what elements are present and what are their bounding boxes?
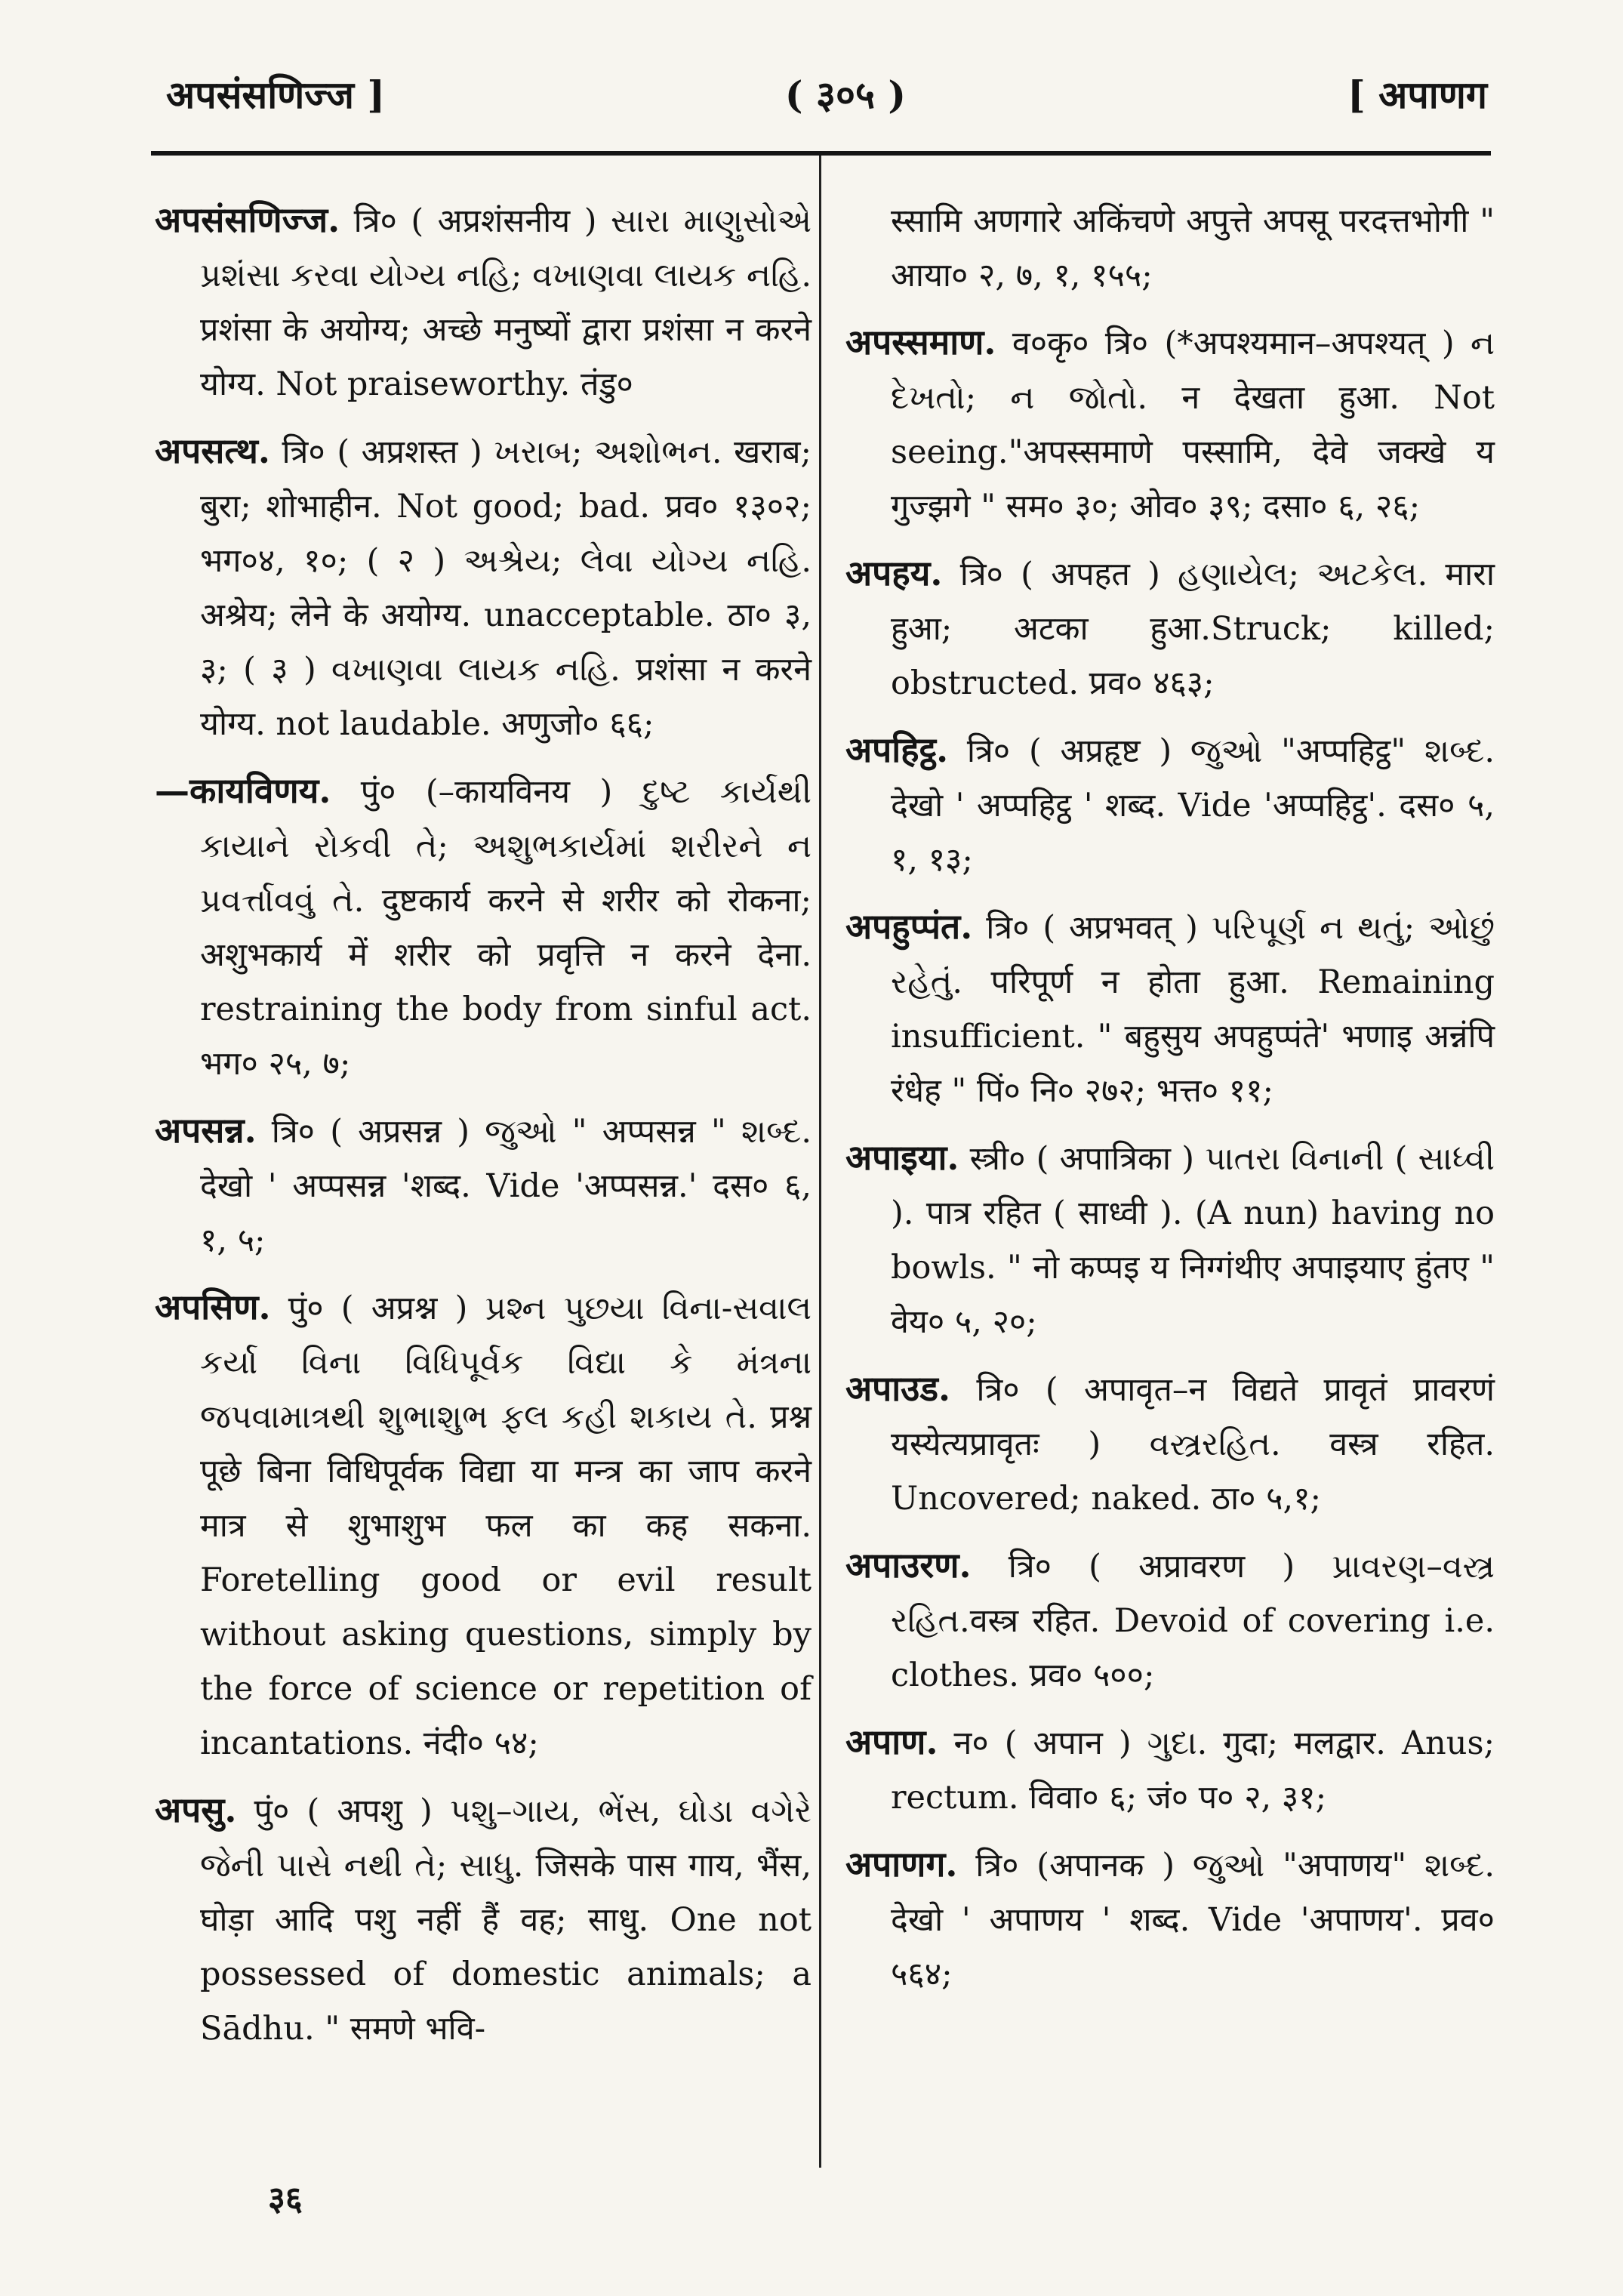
entry-headword: अपाणग.	[845, 1844, 958, 1885]
entry-body: न० ( अपान ) ગુદા. गुदा; मलद्वार. Anus; rectum. विवा० ६; जं० प० २, ३१;	[891, 1724, 1495, 1817]
entry	[845, 315, 1495, 534]
entry-body: त्रि० ( अप्रशंसनीय ) સારા માણુસોએ પ્રશંસા કરવા યોગ્ય નહિ; વખાણવા લાયક નહિ. प्रशंसा के अयोग्य; अच्छे मनुष्यों द्वारा प्रशंसा न करने योग्य. Not praiseworthy. तंडु०	[200, 202, 812, 403]
entry	[155, 1103, 812, 1268]
entry-headword: अपहिट्ठ.	[845, 729, 949, 770]
entry-body: त्रि० ( अप्रसन्न ) જુઓ " अप्पसन्न " શબ્દ. देखो ' अप्पसन्न 'शब्द. Vide 'अप्पसन्न.' दस० ६, १, ५;	[200, 1113, 812, 1259]
entry	[845, 546, 1495, 710]
entry-headword: अपसन्न.	[155, 1110, 257, 1151]
entry-body: त्रि० ( अपावृत–न विद्यते प्रावृतं प्रावरणं यस्येत्यप्रावृतः ) વસ્ત્રરહિત. वस्त्र रहित. Uncovered; naked. ठा० ५,१;	[891, 1371, 1495, 1518]
header-right-guideword: [ अपाणग	[1347, 72, 1487, 117]
entry-continuation	[845, 193, 1495, 303]
header-left-guideword: अपसंसणिज्ज ]	[166, 72, 386, 117]
entry-headword: अपाइया.	[845, 1137, 959, 1178]
entry	[845, 1361, 1495, 1526]
entry-headword: अपस्समाण.	[845, 322, 996, 362]
entry-headword: अपहुप्पंत.	[845, 906, 973, 947]
entry	[155, 193, 812, 411]
entry-body: पुं० ( अपशु ) પશુ–ગાય, ભેંસ, ઘોડા વગેરે જેની પાસે નથી તે; સાધુ. जिसके पास गाय, भैंस, घोड़ा आदि पशु नहीं हैं वह; साधु. One not possessed of domestic animals; a Sādhu. " समणे भवि-	[200, 1792, 812, 2048]
entry-body: स्सामि अणगारे अकिंचणे अपुत्ते अपसू परदत्तभोगी " आया० २, ७, १, १५५;	[891, 202, 1495, 294]
entry-headword: अपसु.	[155, 1789, 237, 1830]
right-column	[845, 193, 1495, 2014]
signature-mark: ३६	[268, 2180, 303, 2218]
column-divider	[819, 156, 821, 2168]
entry	[155, 1280, 812, 1771]
entry	[845, 1130, 1495, 1349]
entry-headword: अपसिण.	[155, 1287, 271, 1327]
entry	[155, 763, 812, 1091]
entry	[845, 1837, 1495, 2002]
entry	[845, 899, 1495, 1118]
entry-headword: अपाण.	[845, 1721, 938, 1762]
entry-body: पुं० (–कायविनय ) દુષ્ટ કાર્યથી કાયાને રોકવી તે; અશુભકાર્યમાં શરીરને ન પ્રવર્ત્તાવવું તે. दुष्टकार्य करने से शरीर को रोकना; अशुभकार्य में शरीर को प्रवृत्ति न करने देना. restraining the body from sinful act. भग० २५, ७;	[200, 773, 812, 1083]
entry-body: त्रि० ( अप्रशस्त ) ખરાબ; અશોભન. खराब; बुरा; शोभाहीन. Not good; bad. प्रव० १३०२; भग०४, १०; ( २ ) અશ્રેય; લેવા યોગ્ય નહિ. अश्रेय; लेने के अयोग्य. unacceptable. ठा० ३, ३; ( ३ ) વખાણવા લાયક નહિ. प्रशंसा न करने योग्य. not laudable. अणुजो० ६६;	[200, 433, 812, 743]
page-header	[151, 53, 1487, 136]
entry-body: त्रि० ( अप्रभवत् ) પરિપૂર્ણ ન થતું; ઓછું રહેતું. परिपूर्ण न होता हुआ. Remaining insufficient. " बहुसुय अपहुप्पंते' भणाइ अन्नंपि रंधेह " पिं० नि० २७२; भत्त० ११;	[891, 909, 1495, 1110]
entry-headword: —कायविणय.	[155, 770, 331, 811]
entry-body: त्रि० ( अपहत ) હણાયેલ; અટકેલ. मारा हुआ; अटका हुआ.Struck; killed; obstructed. प्रव० ४६३;	[891, 556, 1495, 702]
entry-body: त्रि० ( अप्रावरण ) પ્રાવરણ–વસ્ત્ર રહિત.वस्त्र रहित. Devoid of covering i.e. clothes. प्रव० ५००;	[891, 1548, 1495, 1694]
entry-body: स्त्री० ( अपात्रिका ) પાતરા વિનાની ( સાધ્વી ). पात्र रहित ( साध्वी ). (A nun) having no bowls. " नो कप्पइ य निग्गंथीए अपाइयाए हुंतए " वेय० ५, २०;	[891, 1140, 1495, 1341]
entry	[155, 424, 812, 751]
page-number: ( ३०५ )	[784, 72, 907, 117]
entry-headword: अपसंसणिज्ज.	[155, 199, 340, 240]
entry-headword: अपसत्थ.	[155, 430, 270, 471]
entry	[155, 1783, 812, 2056]
entry	[845, 1538, 1495, 1703]
entry-body: त्रि० ( अप्रहृष्ट ) જુઓ "अप्पहिट्ठ" શબ્દ. देखो ' अप्पहिट्ठ ' शब्द. Vide 'अप्पहिट्ठ'. दस० ५, १, १३;	[891, 732, 1495, 879]
entry-headword: अपाउड.	[845, 1368, 951, 1409]
entry-body: पुं० ( अप्रश्न ) પ્રશ્ન પુછયા વિના-સવાલ કર્યા વિના વિધિપૂર્વક વિદ્યા કે મંત્રના જપવામાત્રથી શુભાશુભ ફલ કહી શકાય તે. प्रश्न पूछे बिना विधिपूर्वक विद्या या मन्त्र का जाप करने मात्र से शुभाशुभ फल का कह सकना. Foretelling good or evil result without asking questions, simply by the force of science or repetition of incantations. नंदी० ५४;	[200, 1290, 812, 1762]
entry-headword: अपाउरण.	[845, 1545, 972, 1586]
entry	[845, 723, 1495, 887]
entry-body: त्रि० (अपानक ) જુઓ "अपाणय" શબ્દ. देखो ' अपाणय ' शब्द. Vide 'अपाणय'. प्रव० ५६४;	[891, 1847, 1495, 1993]
left-column	[155, 193, 812, 2068]
entry-headword: अपहय.	[845, 553, 943, 593]
entry	[845, 1715, 1495, 1825]
entry-body: व०कृ० त्रि० (*अपश्यमान–अपश्यत् ) ન દેખતો; ન જોતો. न देखता हुआ. Not seeing."अपस्समाणे पस्सामि, देवे जक्खे य गुज्झगे " सम० ३०; ओव० ३९; दसा० ६, २६;	[891, 325, 1495, 525]
